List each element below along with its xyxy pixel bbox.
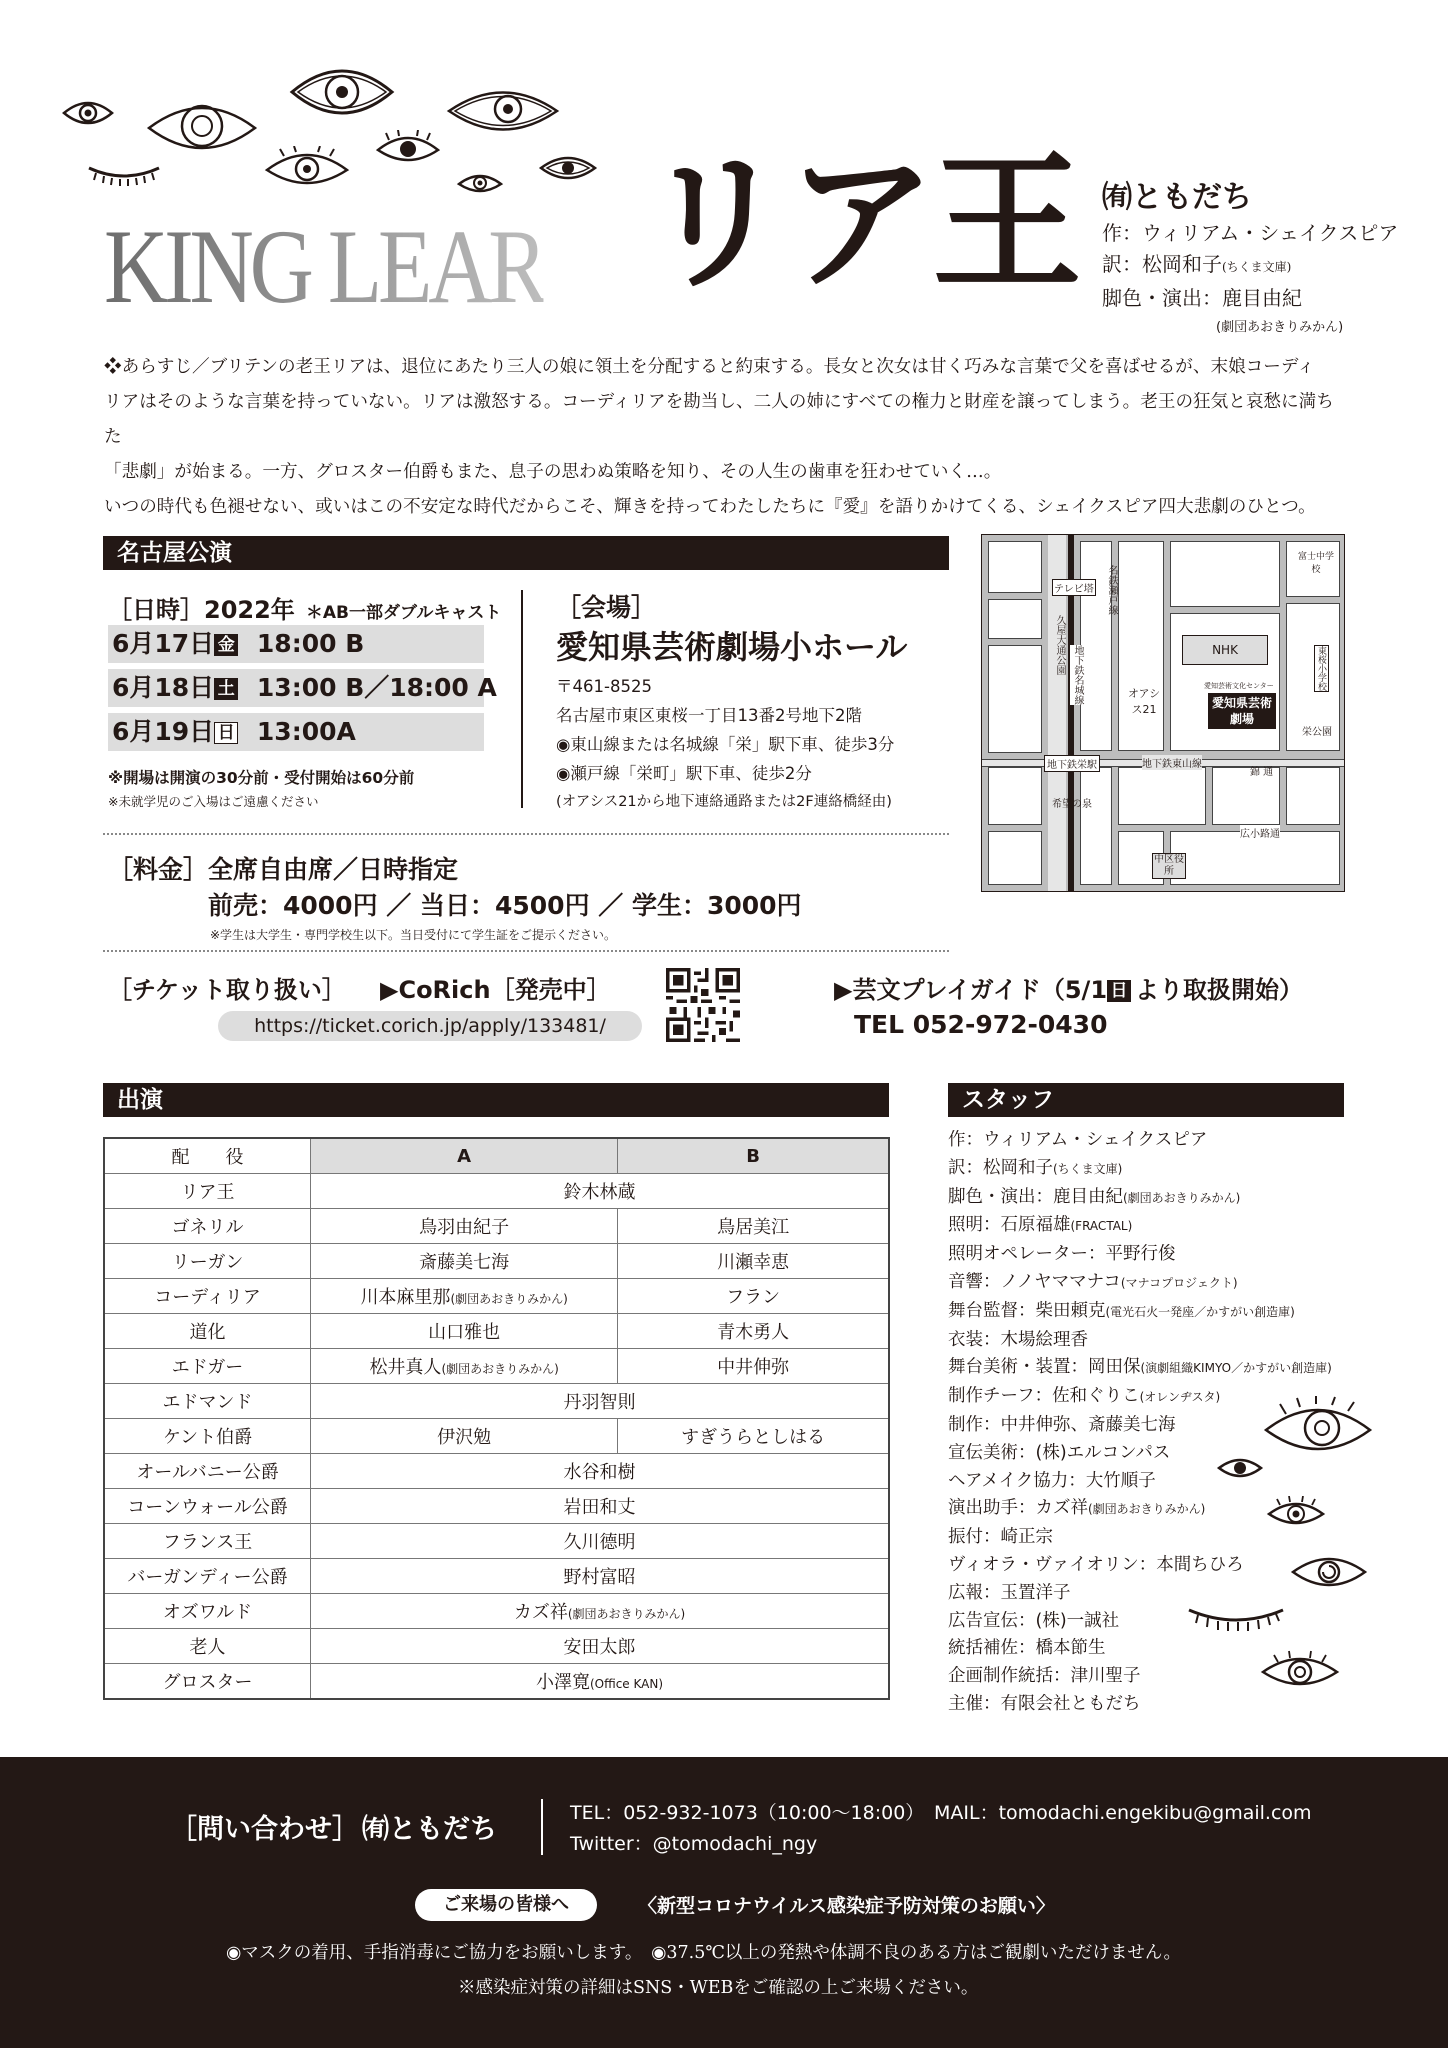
table-row: 道化 山口雅也 青木勇人 [104,1314,889,1349]
list-item: 振付：崎正宗 [948,1527,1053,1548]
closed-eye-icon [86,162,162,188]
eye-icon [1290,1552,1368,1592]
table-row: ゴネリル 鳥羽由紀子 鳥居美江 [104,1209,889,1244]
dotted-divider [103,950,949,952]
eye-icon [1260,1650,1340,1692]
table-row: 老人 安田太郎 [104,1629,889,1664]
list-item: ヴィオラ・ヴァイオリン：本間ちひろ [948,1554,1244,1575]
map-label-meitetsu: 名鉄瀬戸線 [1106,565,1117,615]
venue-name: 愛知県芸術劇場小ホール [556,628,908,666]
list-item: 制作チーフ：佐和ぐりこ(オレンヂスタ) [948,1386,1221,1407]
section-header-nagoya: 名古屋公演 [103,536,949,570]
list-item: 演出助手：カズ祥(劇団あおきりみかん) [948,1498,1206,1519]
contact-twitter[interactable]: Twitter：@tomodachi_ngy [570,1833,818,1855]
map-label-hirokoji: 広小路通 [1240,825,1280,840]
contact-mail[interactable]: MAIL：tomodachi.engekibu@gmail.com [934,1802,1312,1824]
price-label: ［料金］ [108,855,209,884]
table-row: リーガン 斎藤美七海 川瀬幸恵 [104,1244,889,1279]
eye-icon [1266,1496,1326,1530]
list-item: 広報：玉置洋子 [948,1582,1071,1603]
company-name: ㈲ともだち [1102,180,1252,215]
list-item: 作：ウィリアム・シェイクスピア [948,1130,1208,1150]
eye-icon [1216,1455,1264,1481]
list-item: 制作：中井伸弥、斎藤美七海 [948,1414,1176,1435]
eye-icon [288,58,396,126]
eye-icon [264,146,350,190]
list-item: 脚色・演出：鹿目由紀(劇団あおきりみかん) [948,1186,1241,1207]
table-header-row [104,1138,889,1174]
ticket-url[interactable]: https://ticket.corich.jp/apply/133481/ [218,1011,642,1041]
geibun-playguide: ▶芸文プレイガイド（5/1 日 より取扱開始） [834,976,1304,1004]
credits [1102,218,1398,314]
list-item: 照明オペレーター：平野行俊 [948,1244,1176,1265]
list-item: 広告宣伝：(株)一誠社 [948,1610,1120,1631]
title-japanese: リア王 [640,135,1079,311]
dotted-divider [103,833,949,835]
table-row: オールバニー公爵 水谷和樹 [104,1454,889,1489]
table-row: エドガー 松井真人(劇団あおきりみかん) 中井伸弥 [104,1349,889,1384]
notice-pill: ご来場の皆様へ [415,1889,597,1921]
eye-icon [62,98,114,128]
section-header-staff: スタッフ [948,1083,1344,1117]
map-label-nishiki: 錦 通 [1250,767,1274,778]
map-label-center: 愛知芸術文化センター [1204,682,1274,690]
map-label-hisaya: 久屋大通公園 [1054,615,1065,675]
list-item: 主催：有限会社ともだち [948,1693,1141,1714]
notice-title: 〈新型コロナウイルス感染症予防対策のお願い〉 [638,1895,1055,1917]
list-item: 衣装：木場絵理香 [948,1329,1088,1350]
synopsis-line: ❖あらすじ／ブリテンの老王リアは、退位にあたり三人の娘に領土を分配すると約束する。長女と次女は甘く巧みな言葉で父を喜ばせるが、末娘コーディ [104,357,1315,377]
qr-code[interactable] [666,968,740,1042]
contact-label: ［問い合わせ］ [170,1814,359,1845]
title-english: KING LEAR [104,208,544,325]
eye-icon [1262,1396,1374,1458]
map-label-subway-meijo: 地下鉄名城線 [1072,645,1083,705]
list-item: 訳：松岡和子(ちくま文庫) [948,1157,1123,1178]
table-row: コーディリア 川本麻里那(劇団あおきりみかん) フラン [104,1279,889,1314]
access-map [981,534,1345,892]
credit-director-note: (劇団あおきりみかん) [1216,320,1344,335]
price-tiers: 前売：4000円 ／ 当日：4500円 ／ 学生：3000円 [208,891,802,920]
column-header-role: 配 役 [104,1138,311,1174]
weekday-badge: 土 [214,678,238,700]
weekday-badge: 日 [214,722,238,744]
list-item: 統括補佐：橋本節生 [948,1638,1106,1659]
date-row: 6月17日 金 18:00 B [108,625,484,663]
venue-address: 〒461-8525 名古屋市東区東桜一丁目13番2号地下2階 ◉東山線または名城線「栄」駅下車、徒歩3分 ◉瀬戸線「栄町」駅下車、徒歩2分 (オアシス21から地下連絡通路または2F連絡橋経由) [556,677,895,810]
section-header-cast: 出演 [103,1083,889,1117]
vertical-divider [521,590,523,808]
ticket-label: ［チケット取り扱い］ [108,976,346,1004]
credit-director: 脚色・演出：鹿目由紀 [1102,286,1302,310]
price-seating: 全席自由席／日時指定 [208,855,459,884]
list-item: 宣伝美術：(株)エルコンパス [948,1442,1171,1463]
footer [0,1757,1448,2048]
map-label-kibou: 希望の泉 [1052,799,1092,810]
synopsis [104,350,1344,525]
notice-line: ◉マスクの着用、手指消毒にご協力をお願いします。 ◉37.5℃以上の発熱や体調不良のある方はご観劇いただけません。 [226,1943,1181,1963]
weekday-badge: 金 [214,634,238,656]
map-label-higashiyama: 地下鉄東山線 [1142,755,1202,770]
map-label-nhk: NHK [1182,635,1268,665]
map-label-sakae-park: 栄公園 [1302,727,1332,738]
table-row: エドマンド 丹羽智則 [104,1384,889,1419]
credit-translator: 訳：松岡和子(ちくま文庫) [1102,252,1292,276]
synopsis-line: 「悲劇」が始まる。一方、グロスター伯爵もまた、息子の思わぬ策略を知り、その人生の歯車を狂わせていく…。 [104,462,1002,482]
synopsis-line: リアはそのような言葉を持っていない。リアは激怒する。コーディリアを勘当し、二人の姉にすべての権力と財産を譲ってしまう。老王の狂気と哀愁に満ちた [104,392,1334,447]
eye-icon [538,152,598,184]
eye-icon [146,100,258,156]
table-row: リア王 鈴木林蔵 [104,1174,889,1209]
corich-link[interactable]: ▶CoRich［発売中］ [380,976,611,1004]
weekday-badge: 日 [1107,980,1131,1002]
credit-author: 作：ウィリアム・シェイクスピア [1102,221,1399,245]
map-label-tv: テレビ塔 [1052,579,1096,596]
footer-divider [541,1799,543,1855]
map-label-theatre: 愛知県芸術劇場 [1208,693,1276,729]
map-label-oasis: オアシス21 [1127,687,1161,716]
list-item: 企画制作統括：津川聖子 [948,1666,1141,1687]
map-label-naka: 中区役所 [1154,854,1184,877]
notice-line: ※感染症対策の詳細はSNS・WEBをご確認の上ご来場ください。 [458,1978,979,1998]
price-note: ※学生は大学生・専門学校生以下。当日受付にて学生証をご提示ください。 [210,928,617,942]
venue-label: ［会場］ [556,593,657,622]
closed-eye-icon [1186,1604,1286,1636]
table-row: コーンウォール公爵 岩田和丈 [104,1489,889,1524]
list-item: 舞台美術・装置：岡田保(演劇組織KIMYO／かすがい創造庫) [948,1357,1332,1378]
table-row: フランス王 久川德明 [104,1524,889,1559]
cast-table [103,1137,890,1700]
list-item: ヘアメイク協力：大竹順子 [948,1470,1156,1491]
eye-icon [446,84,560,138]
children-note: ※未就学児のご入場はご遠慮ください [108,794,319,809]
list-item: 舞台監督：柴田頼克(電光石火一発座／かすがい創造庫) [948,1300,1295,1321]
column-header-a: A [311,1138,618,1174]
map-label-fuji: 富士中学校 [1297,552,1334,575]
geibun-tel[interactable]: TEL 052-972-0430 [854,1010,1108,1039]
contact-company: ㈲ともだち [362,1814,497,1845]
date-label: ［日時］2022年 ＊AB一部ダブルキャスト [108,596,502,624]
table-row: バーガンディー公爵 野村富昭 [104,1559,889,1594]
table-row: グロスター 小澤寛(Office KAN) [104,1664,889,1700]
date-row: 6月18日 土 13:00 B／18:00 A [108,669,484,707]
list-item: 照明：石原福雄(FRACTAL) [948,1215,1133,1236]
table-row: オズワルド カズ祥(劇団あおきりみかん) [104,1594,889,1629]
map-label-higashi: 東桜小学校 [1314,645,1329,692]
table-row: ケント伯爵 伊沢勉 すぎうらとしはる [104,1419,889,1454]
contact-tel[interactable]: TEL：052-932-1073（10:00〜18:00） [570,1802,925,1824]
eye-icon [456,170,504,196]
date-row: 6月19日 日 13:00A [108,713,484,751]
opening-note: ※開場は開演の30分前・受付開始は60分前 [108,769,415,787]
map-label-station: 地下鉄栄駅 [1044,755,1100,772]
list-item: 音響：ノノヤママナコ(マナコプロジェクト) [948,1271,1238,1292]
column-header-b: B [618,1138,889,1174]
eye-icon [375,130,441,166]
synopsis-line: いつの時代も色褪せない、或いはこの不安定な時代だからこそ、輝きを持ってわたしたちに『愛』を語りかけてくる、シェイクスピア四大悲劇のひとつ。 [104,497,1316,517]
